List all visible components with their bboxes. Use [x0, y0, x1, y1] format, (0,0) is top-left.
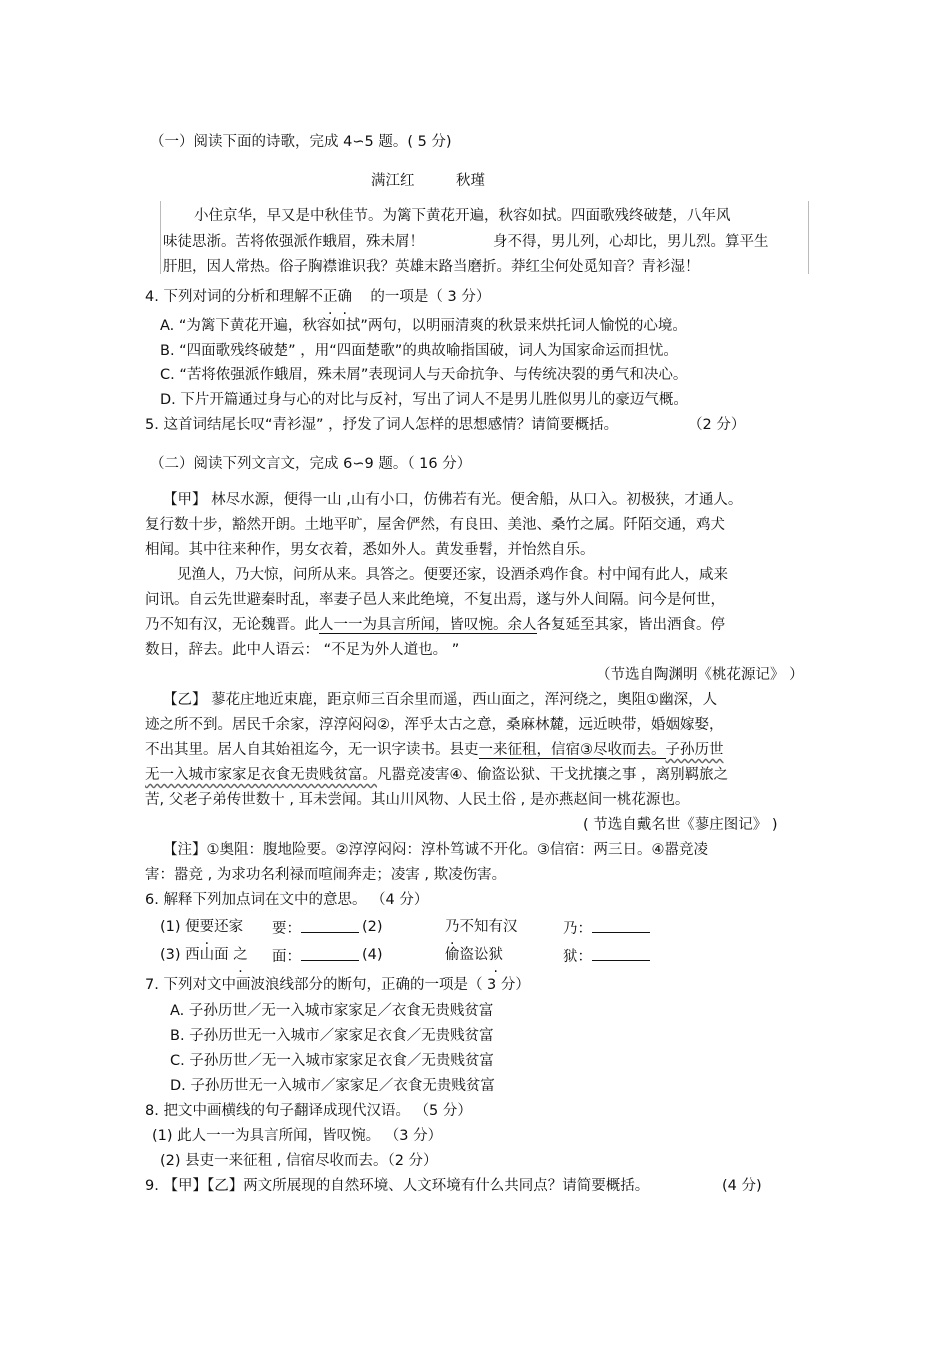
yi-line-4-b: 凡嚣竞凌害④、偷盗讼狱、干戈扰攘之事 ，离别羁旅之	[377, 767, 729, 783]
q6-item-3-answer	[272, 946, 359, 966]
q6-item-4-label: 狱：	[563, 949, 592, 965]
q5-score: （2 分）	[688, 417, 746, 433]
q6-item-1-blank[interactable]	[301, 918, 359, 933]
q6-item-2-blank[interactable]	[592, 918, 650, 933]
q6-item-2-b: 不知有汉	[459, 919, 518, 935]
q6-item-1	[160, 918, 243, 936]
yi-source: ( 节选自戴名世《蓼庄图记》 )	[583, 817, 778, 833]
poem-author: 秋瑾	[456, 173, 485, 189]
poem-line-1: 小住京华，早又是中秋佳节。为篱下黄花开遍，秋容如拭。四面歌残终破楚，八年风	[194, 208, 731, 224]
q6-item-4-answer	[563, 946, 650, 966]
q6-item-2-label: 乃：	[563, 921, 592, 937]
q6-item-3-dot: 之	[233, 947, 248, 963]
q6-item-2-answer	[563, 918, 650, 938]
jia-line-6-d: 各复延至其家，皆出酒食。停	[536, 617, 725, 633]
q8-item-2: (2) 县吏一来征租 , 信宿尽收而去。（2 分）	[160, 1153, 438, 1169]
q4-option-c: C. “苦将侬强派作蛾眉，殊未屑”表现词人与天命抗争、与传统决裂的勇气和决心。	[160, 367, 688, 383]
q7-stem: 7. 下列对文中画波浪线部分的断句，正确的一项是（ 3 分）	[145, 977, 530, 993]
q4-option-b: B. “四面歌残终破楚” ，用“四面楚歌”的典故喻指国破，词人为国家命运而担忧。	[160, 343, 678, 359]
jia-line-6-a: 乃不知有汉，无论魏晋。此	[145, 617, 319, 633]
jia-line-6-c: 余人	[507, 617, 537, 633]
q6-item-3-a: (3) 西山面	[160, 947, 229, 963]
yi-wavy-line-3: 子孙历世	[665, 742, 724, 758]
yi-line-4	[145, 766, 728, 784]
q4-stem-dot-2: 确	[337, 289, 352, 305]
q7-option-a: A. 子孙历世／无一入城市家家足／衣食无贵贱贫富	[170, 1003, 494, 1019]
q6-stem: 6. 解释下列加点词在文中的意思。 （4 分）	[145, 892, 429, 908]
q6-item-1-label: 要：	[272, 921, 301, 937]
q4-stem-gap	[352, 289, 370, 305]
q6-item-4-b: 偷盗讼	[445, 947, 489, 963]
q9-stem: 9. 【甲】【乙】两文所展现的自然环境、人文环境有什么共同点？请简要概括。	[145, 1178, 650, 1194]
q6-item-3-label: 面：	[272, 949, 301, 965]
q6-item-2-dot: 乃	[445, 919, 460, 935]
q6-item-1-answer	[272, 918, 359, 938]
section2-heading: （二）阅读下列文言文，完成 6∽9 题。（ 16 分）	[150, 456, 472, 472]
poem-title: 满江红	[371, 173, 415, 189]
jia-line-4: 见渔人，乃大惊，问所从来。具答之。便要还家，设酒杀鸡作食。村中闻有此人，咸来	[177, 567, 728, 583]
section1-heading: （一）阅读下面的诗歌，完成 4∽5 题。( 5 分)	[150, 134, 452, 150]
q6-item-3	[160, 946, 248, 964]
q6-item-4	[445, 946, 503, 964]
jia-line-5: 问讯。自云先世避秦时乱，率妻子邑人来此绝境，不复出焉，遂与外人间隔。问今是何世，	[145, 592, 725, 608]
poem-line-2: 味徒思浙。苦将侬强派作蛾眉，殊未屑！	[163, 234, 424, 250]
jia-line-3: 相闻。其中往来种作，男女衣着，悉如外人。黄发垂髫，并怡然自乐。	[145, 542, 595, 558]
yi-line-3-a: 不出其里。居人自其始祖迄今，无一识字读书。县吏	[145, 742, 479, 758]
q4-option-a: A. “为篱下黄花开遍，秋容如拭”两句，以明丽清爽的秋景来烘托词人愉悦的心境。	[160, 318, 687, 334]
jia-line-6	[145, 616, 725, 634]
yi-underlined-sentence: 一来征租，信宿③尽收而去。	[478, 742, 666, 758]
poem-line-3: 身不得，男儿列，心却比，男儿烈。算平生	[493, 234, 769, 250]
q6-item-1-dot: 要	[199, 919, 215, 935]
notes-line-2: 害：嚣竞 , 为求功名利禄而喧闹奔走；凌害 , 欺凌伤害。	[145, 867, 507, 883]
jia-underlined-sentence: 人一一为具言所闻，皆叹惋。	[319, 617, 508, 633]
q6-item-1-b: 还家	[214, 919, 244, 935]
q6-item-4-num: (4)	[362, 947, 383, 963]
q6-item-3-blank[interactable]	[301, 946, 359, 961]
q9-score: (4 分)	[722, 1178, 762, 1194]
q4-option-d: D. 下片开篇通过身与心的对比与反衬，写出了词人不是男儿胜似男儿的豪迈气概。	[160, 392, 688, 408]
q5-stem: 5. 这首词结尾长叹“青衫湿” ，抒发了词人怎样的思想感情？请简要概括。	[145, 417, 619, 433]
q7-option-d: D. 子孙历世无一入城市／家家足／衣食无贵贱贫富	[170, 1078, 495, 1094]
jia-source: （节选自陶渊明《桃花源记》 ）	[596, 667, 804, 683]
jia-line-1: 【甲】 林尽水源，便得一山 ,山有小口，仿佛若有光。便舍船，从口入。初极狭，才通人。	[163, 492, 743, 508]
q7-option-c: C. 子孙历世／无一入城市家家足衣食／无贵贱贫富	[170, 1053, 494, 1069]
yi-wavy-line-4: 无一入城市家家足衣食无贵贱贫富。	[145, 767, 377, 783]
q4-stem-b: 的一项是（ 3 分）	[370, 289, 491, 305]
jia-line-2: 复行数十步，豁然开朗。土地平旷，屋舍俨然，有良田、美池、桑竹之属。阡陌交通，鸡犬	[145, 517, 725, 533]
yi-line-2: 迹之所不到。居民千余家，淳淳闷闷②，浑乎太古之意，桑麻林麓，远近映带，婚姻嫁娶，	[145, 717, 724, 733]
q8-stem: 8. 把文中画横线的句子翻译成现代汉语。 （5 分）	[145, 1103, 472, 1119]
q4-stem-dot-1: 正	[322, 289, 338, 305]
q6-item-2	[445, 918, 518, 936]
yi-line-3	[145, 741, 724, 759]
q6-item-2-num: (2)	[362, 919, 383, 935]
yi-line-1: 【乙】 蓼花庄地近束鹿，距京师三百余里而遥，西山面之，浑河绕之，奥阻①幽深，人	[163, 692, 718, 708]
notes-line-1: 【注】①奥阻：腹地险要。②淳淳闷闷：淳朴笃诚不开化。③信宿：两三日。④嚣竞凌	[163, 842, 708, 858]
q6-item-4-dot: 狱	[488, 947, 503, 963]
q4-stem	[145, 288, 490, 306]
q6-item-1-a: (1) 便	[160, 919, 200, 935]
poem-line-4: 肝胆，因人常热。俗子胸襟谁识我？英雄末路当磨折。莽红尘何处觅知音？青衫湿！	[163, 259, 700, 275]
q4-stem-a: 4. 下列对词的分析和理解不	[145, 289, 323, 305]
yi-line-5: 苦, 父老子弟传世数十 , 耳未尝闻。其山川风物、人民土俗 , 是亦燕赵间一桃花源也。	[145, 792, 690, 808]
q8-item-1: (1) 此人一一为具言所闻，皆叹惋。 （3 分）	[152, 1128, 443, 1144]
q7-option-b: B. 子孙历世无一入城市／家家足衣食／无贵贱贫富	[170, 1028, 494, 1044]
q6-item-4-blank[interactable]	[592, 946, 650, 961]
jia-line-7: 数日，辞去。此中人语云： “不足为外人道也。 ”	[145, 642, 460, 658]
